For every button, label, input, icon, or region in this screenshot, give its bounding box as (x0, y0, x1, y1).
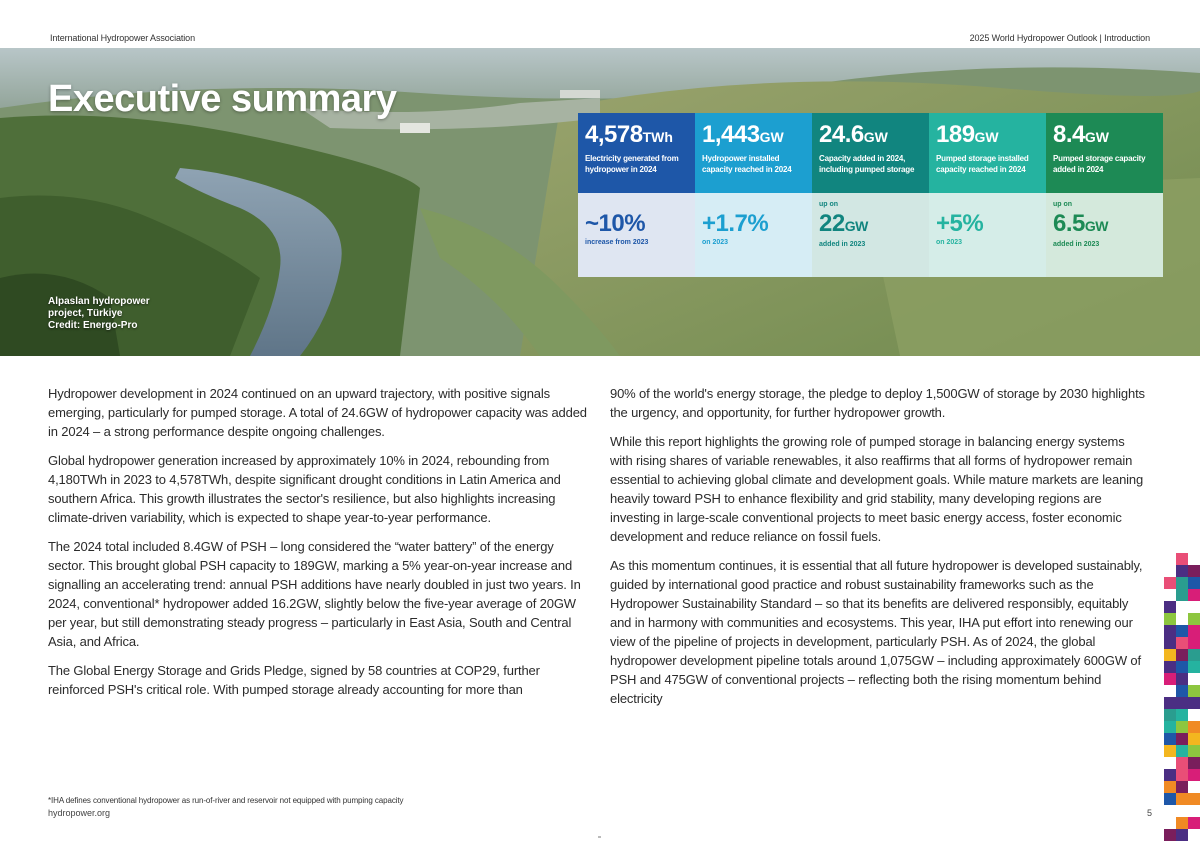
stat-change-unit: GW (1084, 218, 1108, 234)
stat-change-value: ~10% (585, 210, 646, 237)
body-paragraph: While this report highlights the growing role of pumped storage in balancing energy systems with rising shares of variable renewables, it also reaffirms that all forms of hydropower remain essential to achieving global climate and development goals. While mature markets are leaning heavily toward PSH to enhance flexibility and grid stability, many developing regions are investing in large-scale conventional projects to meet basic energy access, foster economic development and reduce reliance on fossil fuels. (610, 434, 1144, 544)
mosaic-tile (1188, 613, 1200, 625)
mosaic-tile (1164, 673, 1176, 685)
mosaic-tile (1188, 625, 1200, 637)
mosaic-tile (1176, 553, 1188, 565)
stat-value: 8.4 (1053, 121, 1085, 148)
stat-card-top (929, 113, 1046, 193)
stat-change-label: on 2023 (936, 239, 963, 246)
stat-unit: GW (863, 129, 888, 145)
stat-card-bottom (1046, 193, 1163, 277)
mosaic-tile (1188, 769, 1200, 781)
stat-change-value: +5% (936, 210, 984, 237)
stat-card-bottom (812, 193, 929, 277)
mosaic-tile (1176, 589, 1188, 601)
stat-prefix: up on (819, 201, 839, 208)
stat-prefix: up on (1053, 201, 1073, 208)
stat-card-top (578, 113, 695, 193)
mosaic-tile (1176, 745, 1188, 757)
footnote: *IHA defines conventional hydropower as run-of-river and reservoir not equipped with pumping capacity (48, 796, 404, 805)
mosaic-tile (1164, 721, 1176, 733)
stat-card-capacity-added (812, 113, 929, 277)
body-paragraph: The 2024 total included 8.4GW of PSH – long considered the “water battery” of the energy sector. This brought global PSH capacity to 189GW, marking a 5% year-on-year increase and signalling an accelerating trend: annual PSH additions have nearly doubled in just two years. In 2024, conventional* hydropower added 16.2GW, slightly below the five-year average of 20GW per year, but still demonstrating steady progress – particularly in East Asia, South and Central Asia, and Africa. (48, 539, 581, 649)
mosaic-tile (1188, 817, 1200, 829)
mosaic-tile (1176, 697, 1188, 709)
mosaic-tile (1176, 769, 1188, 781)
mosaic-tile (1188, 697, 1200, 709)
stat-card-bottom (929, 193, 1046, 277)
stat-card-top (812, 113, 929, 193)
stat-unit: GW (974, 129, 999, 145)
mosaic-tile (1164, 637, 1176, 649)
stat-card-electricity (578, 113, 695, 277)
page-title: Executive summary (48, 78, 397, 120)
mosaic-tile (1188, 637, 1200, 649)
mosaic-tile (1176, 817, 1188, 829)
body-column-left (48, 384, 593, 709)
stat-description: Pumped storage installed capacity reached in 2024 (936, 154, 1029, 174)
mosaic-tile (1176, 709, 1188, 721)
mosaic-tile (1176, 577, 1188, 589)
mosaic-tile (1188, 565, 1200, 577)
stat-description: Hydropower installed capacity reached in 2024 (702, 154, 792, 174)
body-paragraph: Hydropower development in 2024 continued on an upward trajectory, with positive signals emerging, particularly for pumped storage. A total of 24.6GW of hydropower capacity was added in 2024 – a strong performance despite ongoing challenges. (48, 386, 587, 439)
mosaic-tile (1164, 781, 1176, 793)
mosaic-tile (1176, 733, 1188, 745)
mosaic-tile (1188, 649, 1200, 661)
caption-line: Alpaslan hydropower (48, 296, 150, 307)
stat-change-value: 6.5 (1053, 210, 1085, 237)
stat-unit: GW (759, 129, 784, 145)
stat-description: Electricity generated from hydropower in 2024 (585, 154, 679, 174)
mosaic-tile (1164, 709, 1176, 721)
stat-change-label: increase from 2023 (585, 239, 649, 246)
stat-card-top (1046, 113, 1163, 193)
mosaic-tile (1164, 769, 1176, 781)
mosaic-tile (1188, 733, 1200, 745)
caption-line: Credit: Energo-Pro (48, 320, 138, 331)
mosaic-tile (1164, 649, 1176, 661)
mosaic-tile (1176, 829, 1188, 841)
mosaic-tile (1176, 781, 1188, 793)
stat-card-pumped-storage-added (1046, 113, 1163, 277)
top-bar (0, 0, 1200, 48)
stat-change-label: on 2023 (702, 239, 729, 246)
body-paragraph: As this momentum continues, it is essential that all future hydropower is developed sustainably, guided by international good practice and robust sustainability frameworks such as the Hydropower Sustainability Standard – so that its benefits are delivered responsibly, equitably and in harmony with communities and ecosystems. This year, IHA put effort into renewing our view of the pipeline of projects in development, particularly PSH. As of 2024, the global hydropower development pipeline totals around 1,075GW – including approximately 600GW of PSH and 475GW of conventional projects – reflecting both the rising momentum behind electricity (610, 558, 1143, 706)
stat-change-value: 22 (819, 210, 845, 237)
decorative-mosaic (1164, 553, 1200, 849)
mosaic-tile (1176, 793, 1188, 805)
mosaic-tile (1164, 577, 1176, 589)
stat-change-unit: GW (844, 218, 868, 234)
mosaic-tile (1176, 673, 1188, 685)
stat-change-label: added in 2023 (1053, 241, 1100, 248)
header-publisher: International Hydropower Association (50, 33, 195, 43)
mosaic-tile (1176, 685, 1188, 697)
stat-value: 4,578 (585, 121, 643, 148)
mosaic-tile (1176, 757, 1188, 769)
mosaic-tile (1164, 613, 1176, 625)
stat-description: Pumped storage capacity added in 2024 (1053, 154, 1146, 174)
mosaic-tile (1164, 697, 1176, 709)
mosaic-tile (1176, 625, 1188, 637)
body-paragraph: The Global Energy Storage and Grids Pledge, signed by 58 countries at COP29, further reinforced PSH's critical role. With pumped storage already accounting for more than (48, 663, 540, 697)
stat-description: Capacity added in 2024, including pumped storage (819, 154, 915, 174)
footer-website-link[interactable]: hydropower.org (48, 808, 111, 818)
mosaic-tile (1188, 589, 1200, 601)
stat-value: 24.6 (819, 121, 864, 148)
mosaic-tile (1164, 733, 1176, 745)
body-paragraph: Global hydropower generation increased by approximately 10% in 2024, rebounding from 4,180TWh in 2023 to 4,578TWh, despite significant drought conditions in Latin America and southern Africa. This growth illustrates the sector's resilience, but also highlights increasing climate-driven variability, which is expected to shape year-to-year performance. (48, 453, 561, 525)
mosaic-tile (1164, 625, 1176, 637)
mosaic-tile (1176, 721, 1188, 733)
mosaic-tile (1176, 661, 1188, 673)
mosaic-tile (1164, 829, 1176, 841)
stat-card-bottom (578, 193, 695, 277)
mosaic-tile (1188, 721, 1200, 733)
stat-value: 189 (936, 121, 975, 148)
stat-card-pumped-storage-installed (929, 113, 1046, 277)
mosaic-tile (1188, 661, 1200, 673)
stat-value: 1,443 (702, 121, 760, 148)
mosaic-tile (1188, 757, 1200, 769)
stat-card-top (695, 113, 812, 193)
body-paragraph: 90% of the world's energy storage, the pledge to deploy 1,500GW of storage by 2030 highlights the urgency, and opportunity, for further hydropower growth. (610, 386, 1145, 420)
mosaic-tile (1176, 637, 1188, 649)
mosaic-tile (1176, 565, 1188, 577)
stat-change-value: +1.7% (702, 210, 769, 237)
hero-image (0, 48, 1200, 356)
photo-caption (48, 296, 150, 332)
mosaic-tile (1188, 793, 1200, 805)
stat-card-installed-capacity (695, 113, 812, 277)
mosaic-tile (1164, 601, 1176, 613)
mosaic-tile (1164, 745, 1176, 757)
header-section: 2025 World Hydropower Outlook | Introduction (969, 33, 1150, 43)
stat-unit: TWh (642, 129, 673, 145)
mosaic-tile (1176, 649, 1188, 661)
mosaic-tile (1164, 793, 1176, 805)
mosaic-tile (1188, 685, 1200, 697)
stat-unit: GW (1084, 129, 1109, 145)
page-number: 5 (1146, 808, 1152, 818)
mosaic-tile (1164, 661, 1176, 673)
mosaic-tile (1188, 577, 1200, 589)
body-column-right (610, 384, 1150, 718)
footer-divider-mark (598, 836, 601, 838)
mosaic-tile (1188, 745, 1200, 757)
caption-line: project, Türkiye (48, 308, 123, 319)
stat-change-label: added in 2023 (819, 241, 866, 248)
stat-card-bottom (695, 193, 812, 277)
